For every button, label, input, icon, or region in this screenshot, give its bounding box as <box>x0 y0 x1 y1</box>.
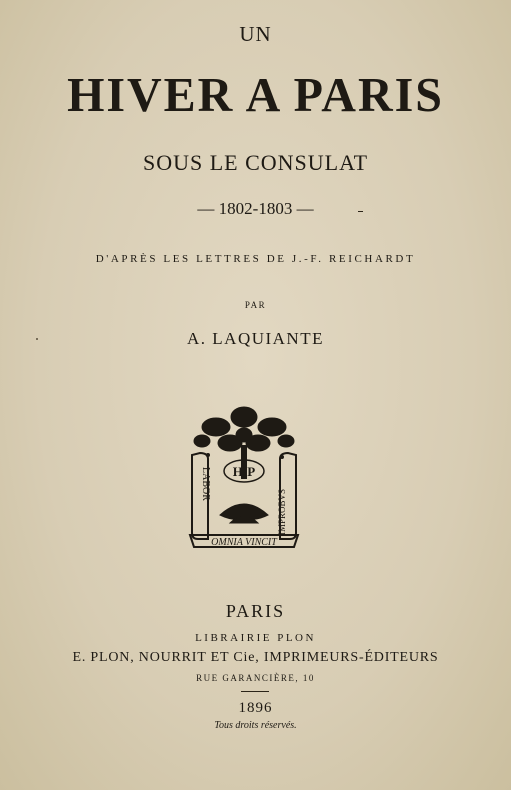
book-title: HIVER A PARIS <box>67 67 444 122</box>
imprint-library: LIBRAIRIE PLON <box>195 632 316 644</box>
imprint-city: PARIS <box>225 601 286 621</box>
imprint-rights: Tous droits réservés. <box>214 720 297 731</box>
mark-motto-right: IMPROBVS <box>277 488 287 535</box>
book-subtitle: SOUS LE CONSULAT <box>142 150 369 175</box>
mark-motto-bottom: OMNIA VINCIT <box>211 537 277 548</box>
imprint-publisher: E. PLON, NOURRIT ET Cie, IMPRIMEURS-ÉDITEURS <box>72 650 439 665</box>
author-name: A. LAQUIANTE <box>187 329 324 348</box>
imprint-year: 1896 <box>238 700 273 716</box>
date-range: — 1802-1803 — <box>197 199 314 218</box>
printer-mark-emblem <box>186 405 302 553</box>
imprint-rule <box>241 691 269 692</box>
par-label: PAR <box>244 300 267 310</box>
title-article: UN <box>239 22 272 46</box>
mark-motto-left: LABOR <box>200 467 211 501</box>
source-line: D'APRÈS LES LETTRES DE J.-F. REICHARDT <box>95 253 416 265</box>
stray-dash <box>358 211 363 212</box>
imprint-address: RUE GARANCIÈRE, 10 <box>196 673 315 683</box>
mark-monogram: H·P <box>232 464 256 479</box>
paper-speck <box>36 338 38 340</box>
